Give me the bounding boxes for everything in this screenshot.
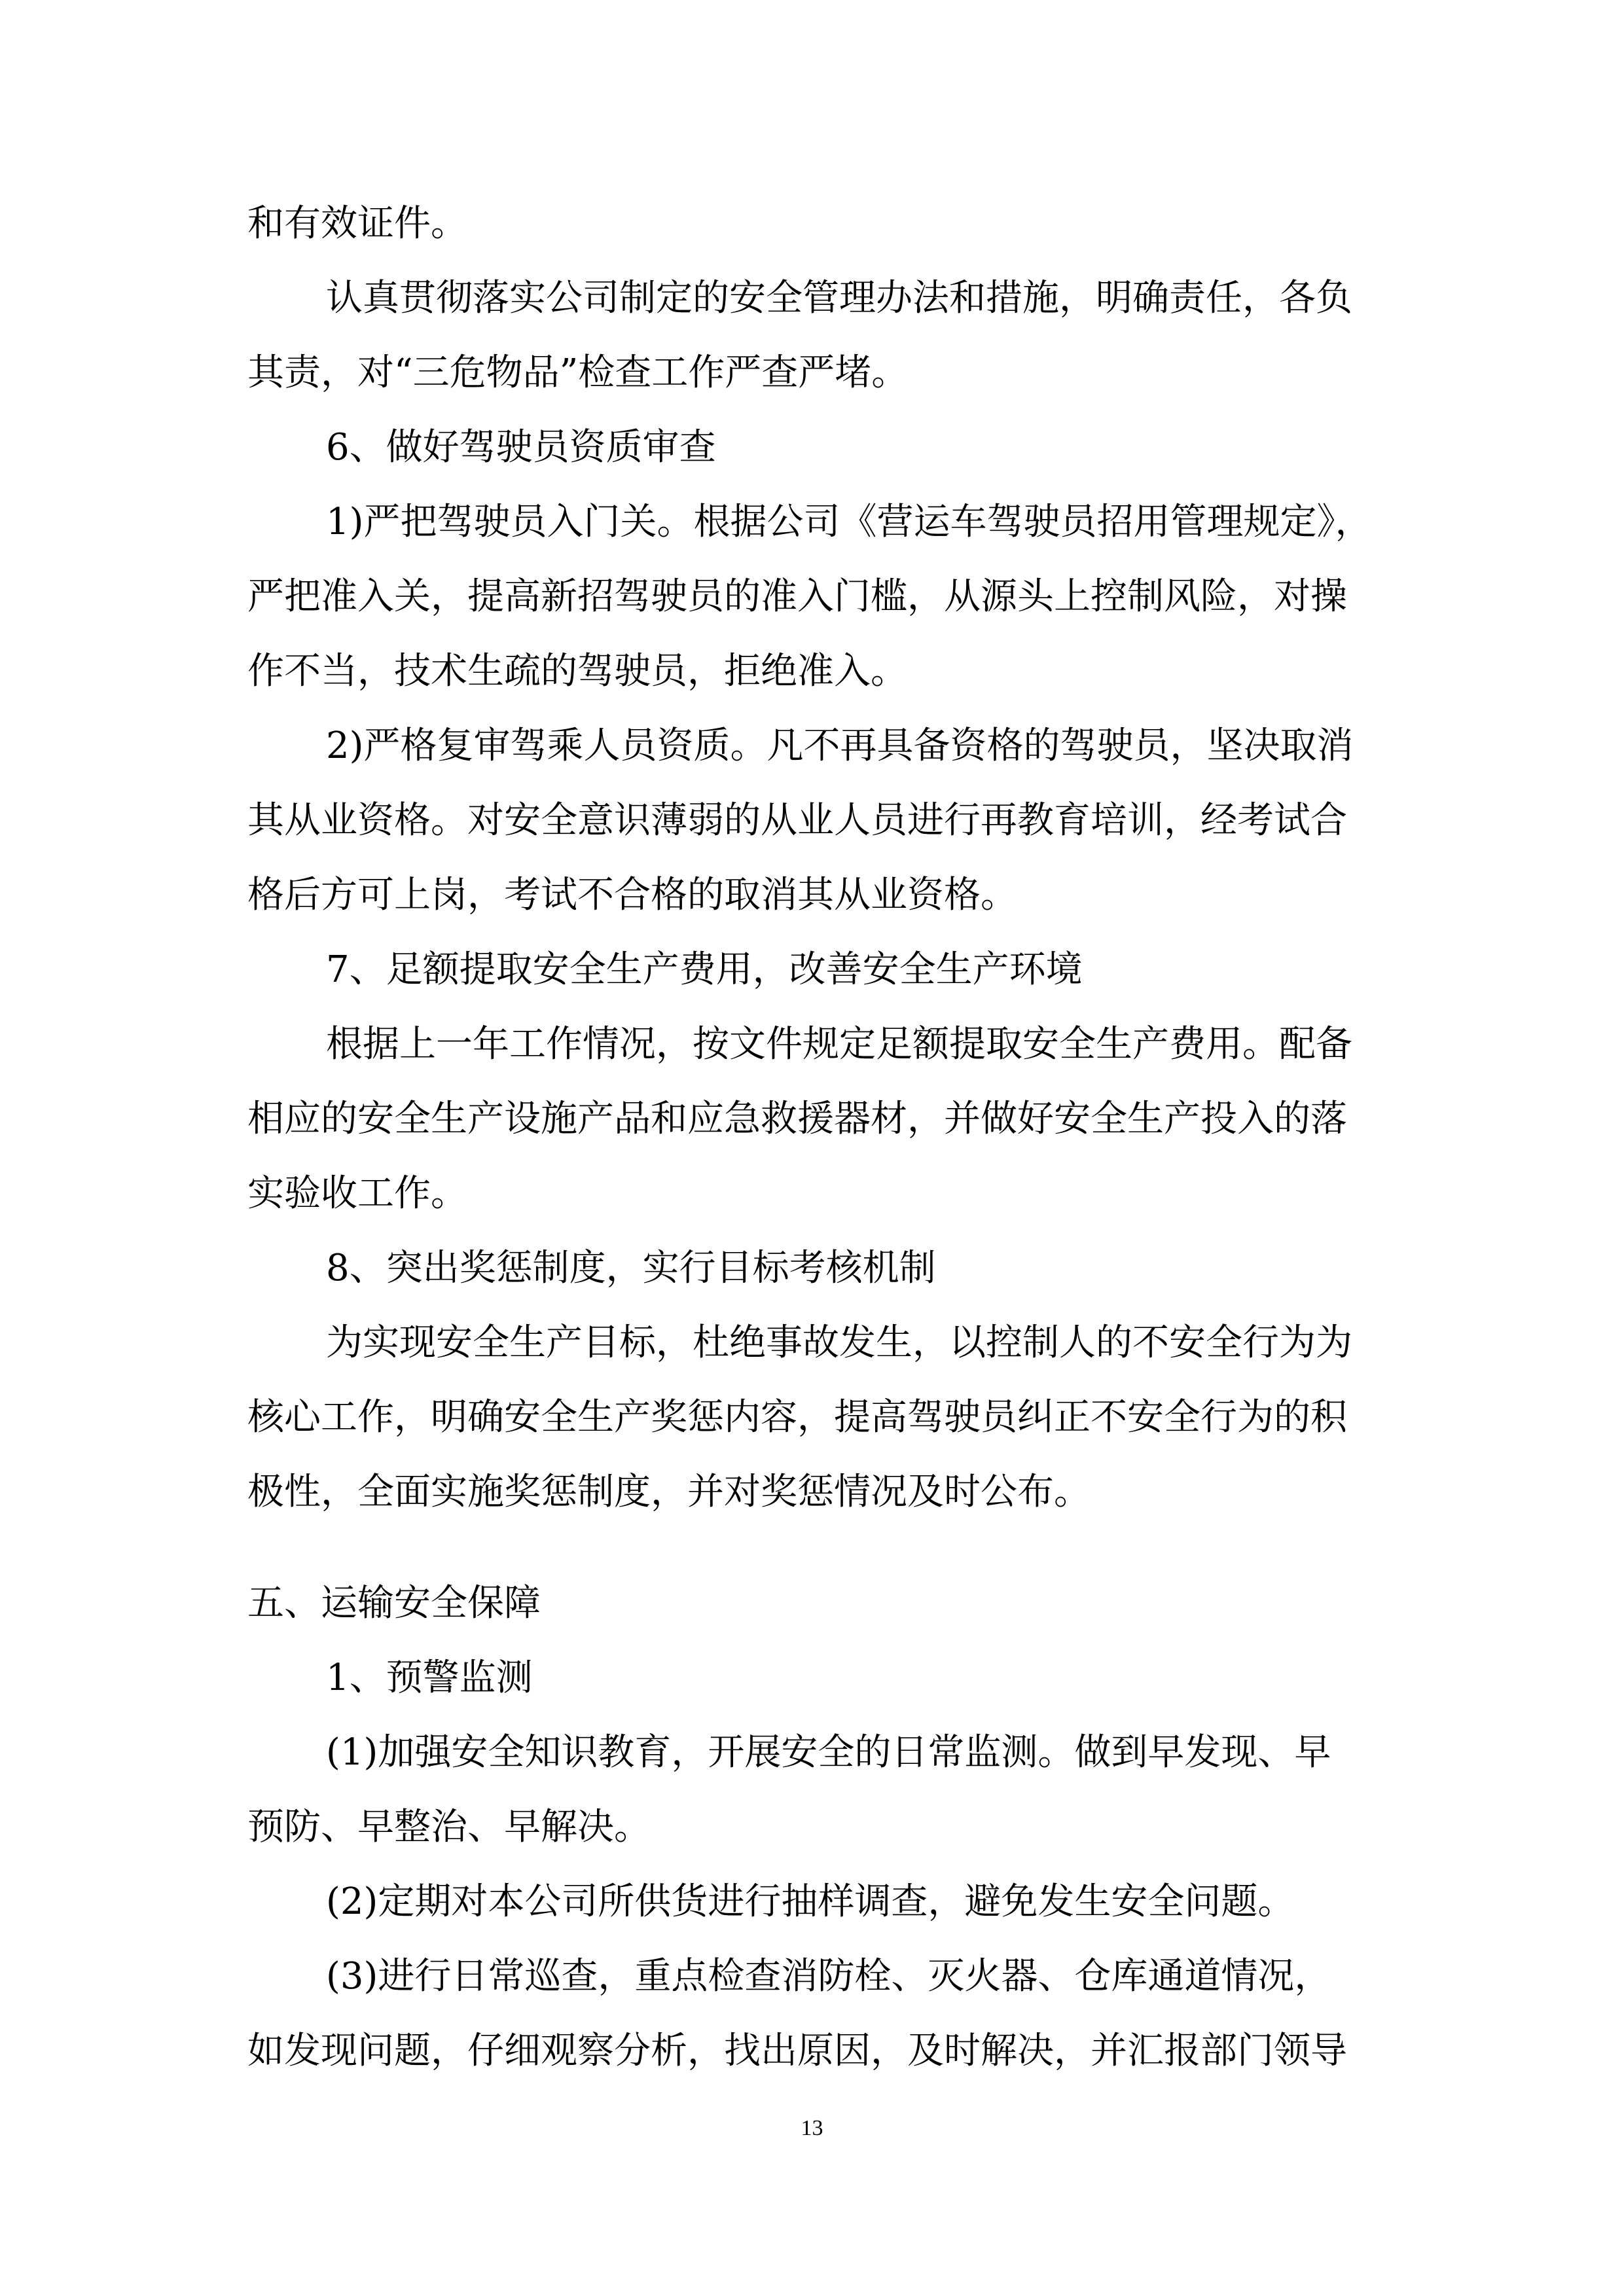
text-line: (2)定期对本公司所供货进行抽样调查，避免发生安全问题。 (326, 1880, 1295, 1923)
text-line: 极性，全面实施奖惩制度，并对奖惩情况及时公布。 (247, 1471, 1091, 1513)
text-line: 为实现安全生产目标，杜绝事故发生，以控制人的不安全行为为 (326, 1321, 1352, 1364)
text-line: 如发现问题，仔细观察分析，找出原因，及时解决，并汇报部门领导 (247, 2030, 1347, 2072)
page-number: 13 (801, 2116, 823, 2140)
section-heading: 8、突出奖惩制度，实行目标考核机制 (326, 1247, 936, 1289)
section-gap (247, 1530, 1386, 1566)
text-line: (1)加强安全知识教育，开展安全的日常监测。做到早发现、早 (326, 1731, 1331, 1774)
section-heading: 6、做好驾驶员资质审查 (326, 426, 716, 469)
text-line: 其责，对“三危物品”检查工作严查严堵。 (247, 351, 909, 394)
text-line: 严把准入关，提高新招驾驶员的准入门槛，从源头上控制风险，对操 (247, 575, 1347, 618)
chapter-heading: 五、运输安全保障 (247, 1582, 541, 1624)
text-line: 和有效证件。 (247, 202, 467, 245)
section-heading: 1、预警监测 (326, 1657, 533, 1699)
text-line: 预防、早整治、早解决。 (247, 1806, 651, 1848)
document-body (247, 187, 1386, 2089)
text-line: 1)严把驾驶员入门关。根据公司《营运车驾驶员招用管理规定》， (326, 501, 1372, 543)
section-heading: 7、足额提取安全生产费用，改善安全生产环境 (326, 948, 1083, 991)
text-line: (3)进行日常巡查，重点检查消防栓、灭火器、仓库通道情况， (326, 1955, 1331, 1998)
text-line: 其从业资格。对安全意识薄弱的从业人员进行再教育培训，经考试合 (247, 799, 1347, 842)
text-line: 格后方可上岗，考试不合格的取消其从业资格。 (247, 874, 1017, 916)
text-line: 认真贯彻落实公司制定的安全管理办法和措施，明确责任，各负 (326, 277, 1352, 319)
text-line: 作不当，技术生疏的驾驶员，拒绝准入。 (247, 650, 907, 692)
text-line: 相应的安全生产设施产品和应急救援器材，并做好安全生产投入的落 (247, 1098, 1347, 1140)
text-line: 2)严格复审驾乘人员资质。凡不再具备资格的驾驶员，坚决取消 (326, 725, 1354, 767)
text-line: 实验收工作。 (247, 1172, 467, 1215)
text-line: 根据上一年工作情况，按文件规定足额提取安全生产费用。配备 (326, 1023, 1352, 1066)
text-line: 核心工作，明确安全生产奖惩内容，提高驾驶员纠正不安全行为的积 (247, 1396, 1347, 1439)
